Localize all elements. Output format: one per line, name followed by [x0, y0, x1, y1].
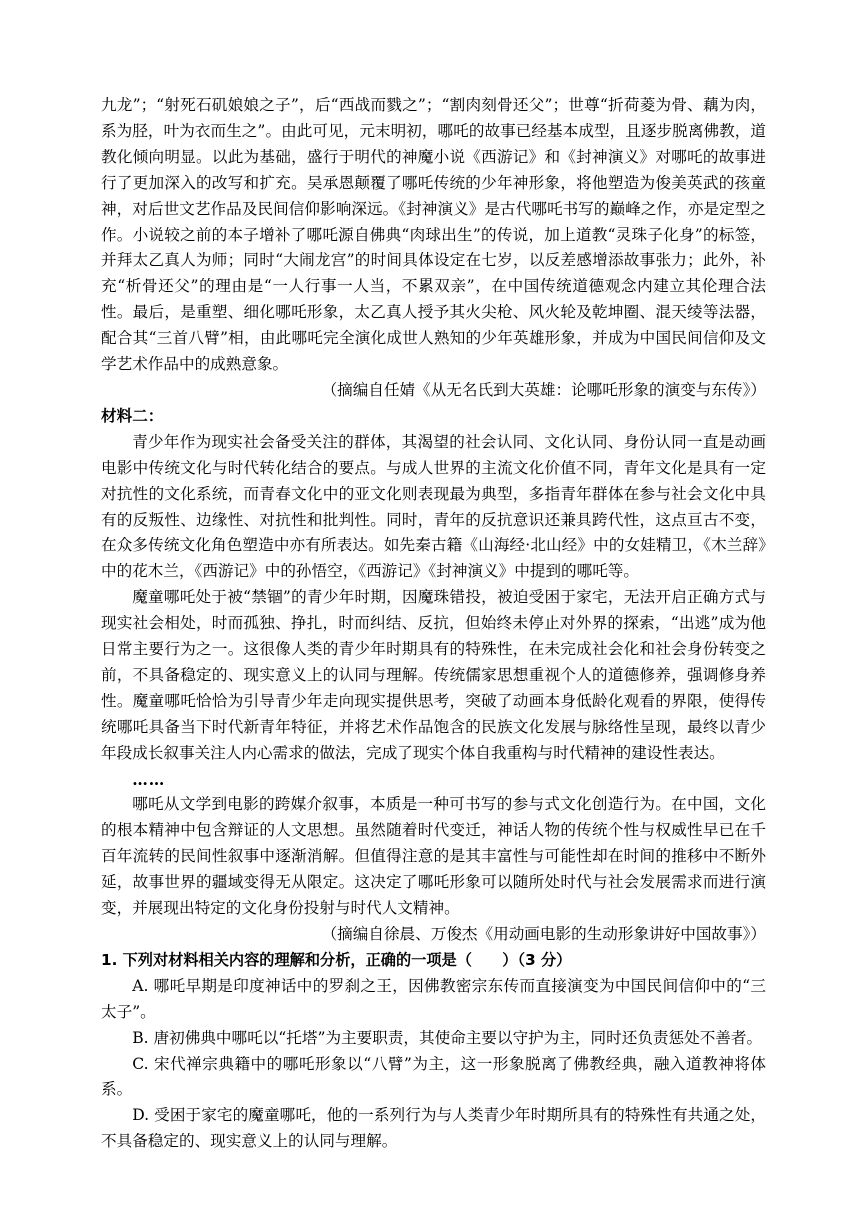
material2-ellipsis: ……	[132, 769, 166, 789]
material2-source: （摘编自徐晨、万俊杰《用动画电影的生动形象讲好中国故事》）	[321, 925, 766, 943]
question-1-option-c: C. 宋代禅宗典籍中的哪吒形象以“八臂”为主，这一形象脱离了佛教经典，融入道教神将体系。	[101, 1054, 766, 1099]
question-1-option-a: A. 哪吒早期是印度神话中的罗刹之王，因佛教密宗东传而直接演变为中国民间信仰中的“三太子”。	[101, 976, 766, 1021]
material2-paragraph-1: 青少年作为现实社会备受关注的群体，其渴望的社会认同、文化认同、身份认同一直是动画电影中传统文化与时代转化结合的要点。与成人世界的主流文化价值不同，青年文化是具有一定对抗性的文化系统，而青春文化中的亚文化则表现最为典型，多指青年群体在参与社会文化中具有的反叛性、边缘性、对抗性和批判性。同时，青年的反抗意识还兼具跨代性，这点亘古不变，在众多传统文化角色塑造中亦有所表达。如先秦古籍《山海经·北山经》中的女娃精卫，《木兰辞》中的花木兰，《西游记》中的孙悟空，《西游记》《封神演义》中提到的哪吒等。	[101, 432, 766, 581]
question-1-option-b: B. 唐初佛典中哪吒以“托塔”为主要职责，其使命主要以守护为主，同时还负责惩处不善者。	[132, 1028, 763, 1047]
question-1-option-d: D. 受困于家宅的魔童哪吒，他的一系列行为与人类青少年时期所具有的特殊性有共通之处，不具备稳定的、现实意义上的认同与理解。	[101, 1106, 766, 1151]
material1-source: （摘编自任婧《从无名氏到大英雄：论哪吒形象的演变与东传》）	[321, 380, 766, 399]
material2-heading: 材料二：	[101, 406, 164, 425]
document-page	[101, 93, 766, 1155]
material2-paragraph-3: 哪吒从文学到电影的跨媒介叙事，本质是一种可书写的参与式文化创造行为。在中国，文化的根本精神中包含辩证的人文思想。虽然随着时代变迁，神话人物的传统个性与权威性早已在千百年流转的民间性叙事中逐渐消解。但值得注意的是其丰富性与可能性却在时间的推移中不断外延，故事世界的疆域变得无从限定。这决定了哪吒形象可以随所处时代与社会发展需求而进行演变，并展现出特定的文化身份投射与时代人文精神。	[101, 795, 766, 918]
material2-paragraph-2: 魔童哪吒处于被“禁锢”的青少年时期，因魔珠错投，被迫受困于家宅，无法开启正确方式与现实社会相处，时而孤独、挣扎，时而纠结、反抗，但始终未停止对外界的探索，“出逃”成为他日常主要行为之一。这很像人类的青少年时期具有的特殊性，在未完成社会化和社会身份转变之前，不具备稳定的、现实意义上的认同与理解。传统儒家思想重视个人的道德修养，强调修身养性。魔童哪吒恰恰为引导青少年走向现实提供思考，突破了动画本身低龄化观看的界限，使得传统哪吒具备当下时代新青年特征，并将艺术作品饱含的民族文化发展与脉络性呈现，最终以青少年段成长叙事关注人内心需求的做法，完成了现实个体自我重构与时代精神的建设性表达。	[101, 588, 766, 762]
question-1-stem: 1. 下列对材料相关内容的理解和分析，正确的一项是（ ）（3 分）	[101, 950, 572, 969]
material1-tail-paragraph: 九龙”；“射死石矶娘娘之子”，后“西战而戮之”；“割肉刻骨还父”；世尊“折荷菱为骨、藕为肉，系为胫，叶为衣而生之”。由此可见，元末明初，哪吒的故事已经基本成型，且逐步脱离佛教，道教化倾向明显。以此为基础，盛行于明代的神魔小说《西游记》和《封神演义》对哪吒的故事进行了更加深入的改写和扩充。吴承恩颠覆了哪吒传统的少年神形象，将他塑造为俊美英武的孩童神，对后世文艺作品及民间信仰影响深远。《封神演义》是古代哪吒书写的巅峰之作，亦是定型之作。小说较之前的本子增补了哪吒源自佛典“肉球出生”的传说，加上道教“灵珠子化身”的标签，并拜太乙真人为师；同时“大闹龙宫”的时间具体设定在七岁，以反差感增添故事张力；此外，补充“析骨还父”的理由是“一人行事一人当，不累双亲”，在中国传统道德观念内建立其伦理合法性。最后，是重塑、细化哪吒形象，太乙真人授予其火尖枪、风火轮及乾坤圈、混天绫等法器，配合其“三首八臂”相，由此哪吒完全演化成世人熟知的少年英雄形象，并成为中国民间信仰及文学艺术作品中的成熟意象。	[101, 96, 766, 374]
